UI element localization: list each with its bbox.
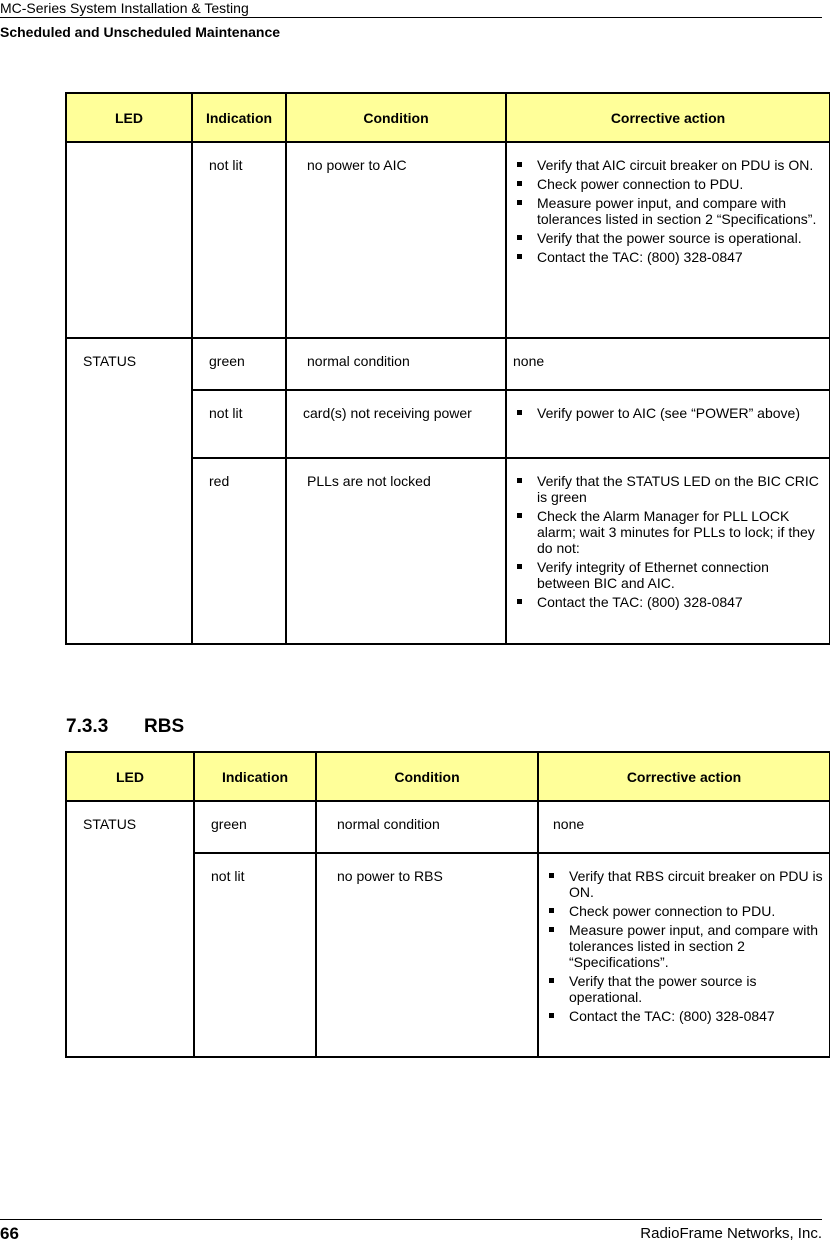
action-item: Check power connection to PDU. (545, 903, 823, 919)
action-list (545, 868, 823, 1024)
action-item: Contact the TAC: (800) 328-0847 (545, 1008, 823, 1024)
action-item: Contact the TAC: (800) 328-0847 (513, 594, 823, 610)
led-cell (66, 142, 192, 338)
page-number: 66 (0, 1224, 19, 1243)
led-table-rbs (65, 751, 830, 1058)
indication-cell: not lit (192, 142, 286, 338)
square-bullet-icon (549, 927, 554, 932)
square-bullet-icon (517, 162, 522, 167)
action-item: Verify that AIC circuit breaker on PDU is ON. (513, 157, 823, 173)
led-cell-status: STATUS (66, 801, 194, 1057)
column-header-corrective-action: Corrective action (538, 752, 830, 801)
table-header-row (66, 752, 830, 801)
led-cell-status: STATUS (66, 338, 192, 644)
column-header-led: LED (66, 752, 194, 801)
condition-cell: card(s) not receiving power (286, 390, 506, 458)
column-header-condition: Condition (286, 93, 506, 142)
table-row (66, 801, 830, 853)
indication-cell: green (194, 801, 316, 853)
square-bullet-icon (549, 1013, 554, 1018)
action-item: Verify power to AIC (see “POWER” above) (513, 405, 823, 421)
square-bullet-icon (517, 599, 522, 604)
subsection-number: 7.3.3 (66, 716, 109, 737)
square-bullet-icon (517, 181, 522, 186)
column-header-condition: Condition (316, 752, 538, 801)
corrective-action-cell (538, 853, 830, 1057)
square-bullet-icon (517, 410, 522, 415)
table-row (66, 338, 830, 390)
condition-cell: PLLs are not locked (286, 458, 506, 644)
square-bullet-icon (549, 978, 554, 983)
action-list (513, 473, 823, 610)
action-item: Contact the TAC: (800) 328-0847 (513, 249, 823, 265)
action-list (513, 157, 823, 265)
square-bullet-icon (517, 564, 522, 569)
column-header-corrective-action: Corrective action (506, 93, 830, 142)
header-rule (0, 17, 822, 18)
square-bullet-icon (517, 254, 522, 259)
document-title: MC-Series System Installation & Testing (0, 0, 249, 16)
led-table-aic (65, 92, 830, 645)
indication-cell: red (192, 458, 286, 644)
square-bullet-icon (549, 908, 554, 913)
action-item: Verify that the STATUS LED on the BIC CRIC is green (513, 473, 823, 505)
square-bullet-icon (549, 873, 554, 878)
column-header-led: LED (66, 93, 192, 142)
corrective-action-cell: none (506, 338, 830, 390)
condition-cell: no power to AIC (286, 142, 506, 338)
condition-cell: normal condition (286, 338, 506, 390)
action-item: Verify that the power source is operational. (513, 230, 823, 246)
indication-cell: not lit (194, 853, 316, 1057)
corrective-action-cell (506, 458, 830, 644)
footer-rule (0, 1219, 822, 1220)
table-header-row (66, 93, 830, 142)
square-bullet-icon (517, 513, 522, 518)
subsection-heading (66, 716, 184, 738)
square-bullet-icon (517, 478, 522, 483)
square-bullet-icon (517, 200, 522, 205)
condition-cell: no power to RBS (316, 853, 538, 1057)
company-name: RadioFrame Networks, Inc. (640, 1225, 822, 1242)
indication-cell: not lit (192, 390, 286, 458)
table-row (66, 142, 830, 338)
indication-cell: green (192, 338, 286, 390)
corrective-action-cell (506, 142, 830, 338)
section-title: Scheduled and Unscheduled Maintenance (0, 24, 281, 40)
action-item: Verify integrity of Ethernet connection between BIC and AIC. (513, 559, 823, 591)
action-item: Check the Alarm Manager for PLL LOCK alarm; wait 3 minutes for PLLs to lock; if they do not: (513, 508, 823, 556)
action-item: Verify that the power source is operational. (545, 973, 823, 1005)
corrective-action-cell: none (538, 801, 830, 853)
corrective-action-cell (506, 390, 830, 458)
column-header-indication: Indication (194, 752, 316, 801)
column-header-indication: Indication (192, 93, 286, 142)
action-item: Measure power input, and compare with tolerances listed in section 2 “Specifications”. (545, 922, 823, 970)
action-item: Measure power input, and compare with tolerances listed in section 2 “Specifications”. (513, 195, 823, 227)
action-list (513, 405, 823, 421)
condition-cell: normal condition (316, 801, 538, 853)
square-bullet-icon (517, 235, 522, 240)
action-item: Check power connection to PDU. (513, 176, 823, 192)
action-item: Verify that RBS circuit breaker on PDU is ON. (545, 868, 823, 900)
subsection-title: RBS (144, 716, 185, 737)
